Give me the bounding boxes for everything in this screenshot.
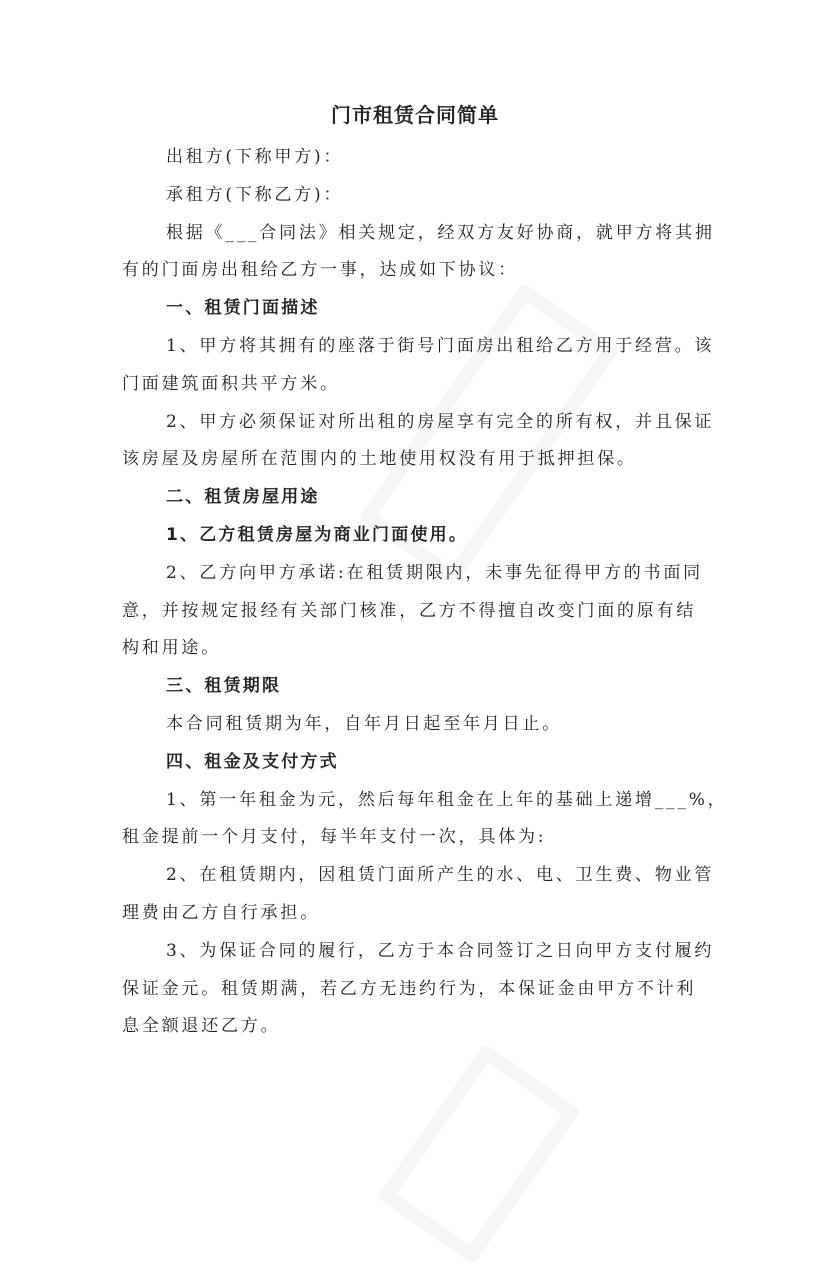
watermark [377, 1043, 581, 1265]
document-title: 门市租赁合同简单 [331, 103, 499, 127]
clause-line: 理费由乙方自行承担。 [122, 902, 320, 923]
clause-line: 租金提前一个月支付，每半年支付一次，具体为: [122, 827, 547, 848]
clause-line: 2、在租赁期内，因租赁门面所产生的水、电、卫生费、物业管 [166, 865, 715, 886]
lessor-line: 出租方(下称甲方)： [166, 147, 344, 167]
clause-line: 2、甲方必须保证对所出租的房屋享有完全的所有权，并且保证 [166, 411, 715, 432]
section-heading: 二、租赁房屋用途 [166, 487, 320, 508]
clause-line: 1、甲方将其拥有的座落于街号门面房出租给乙方用于经营。该 [166, 335, 715, 356]
clause-line: 门面建筑面积共平方米。 [122, 373, 340, 394]
section-heading: 三、租赁期限 [166, 676, 282, 697]
lessee-line: 承租方(下称乙方)： [166, 184, 344, 205]
clause-line: 1、第一年租金为元，然后每年租金在上年的基础上递增___%， [166, 789, 728, 810]
clause-line: 本合同租赁期为年，自年月日起至年月日止。 [166, 713, 562, 734]
clause-line: 息全额退还乙方。 [122, 1016, 281, 1037]
section-heading: 四、租金及支付方式 [166, 751, 339, 772]
clause-line: 该房屋及房屋所在范围内的土地使用权没有用于抵押担保。 [122, 449, 637, 470]
clause-line: 构和用途。 [122, 638, 221, 659]
document-body [122, 139, 728, 1046]
clause-line: 2、乙方向甲方承诺:在租赁期限内，未事先征得甲方的书面同 [166, 562, 703, 583]
clause-line: 3、为保证合同的履行，乙方于本合同签订之日向甲方支付履约 [166, 940, 715, 961]
preamble-line: 根据《___合同法》相关规定，经双方友好协商，就甲方将其拥 [166, 222, 715, 243]
section-heading: 一、租赁门面描述 [166, 298, 320, 319]
preamble-line: 有的门面房出租给乙方一事，达成如下协议： [122, 260, 518, 281]
clause-line: 保证金元。租赁期满，若乙方无违约行为，本保证金由甲方不计利 [122, 978, 697, 999]
clause-line: 1、乙方租赁房屋为商业门面使用。 [166, 524, 469, 545]
clause-line: 意，并按规定报经有关部门核准，乙方不得擅自改变门面的原有结 [122, 600, 697, 621]
